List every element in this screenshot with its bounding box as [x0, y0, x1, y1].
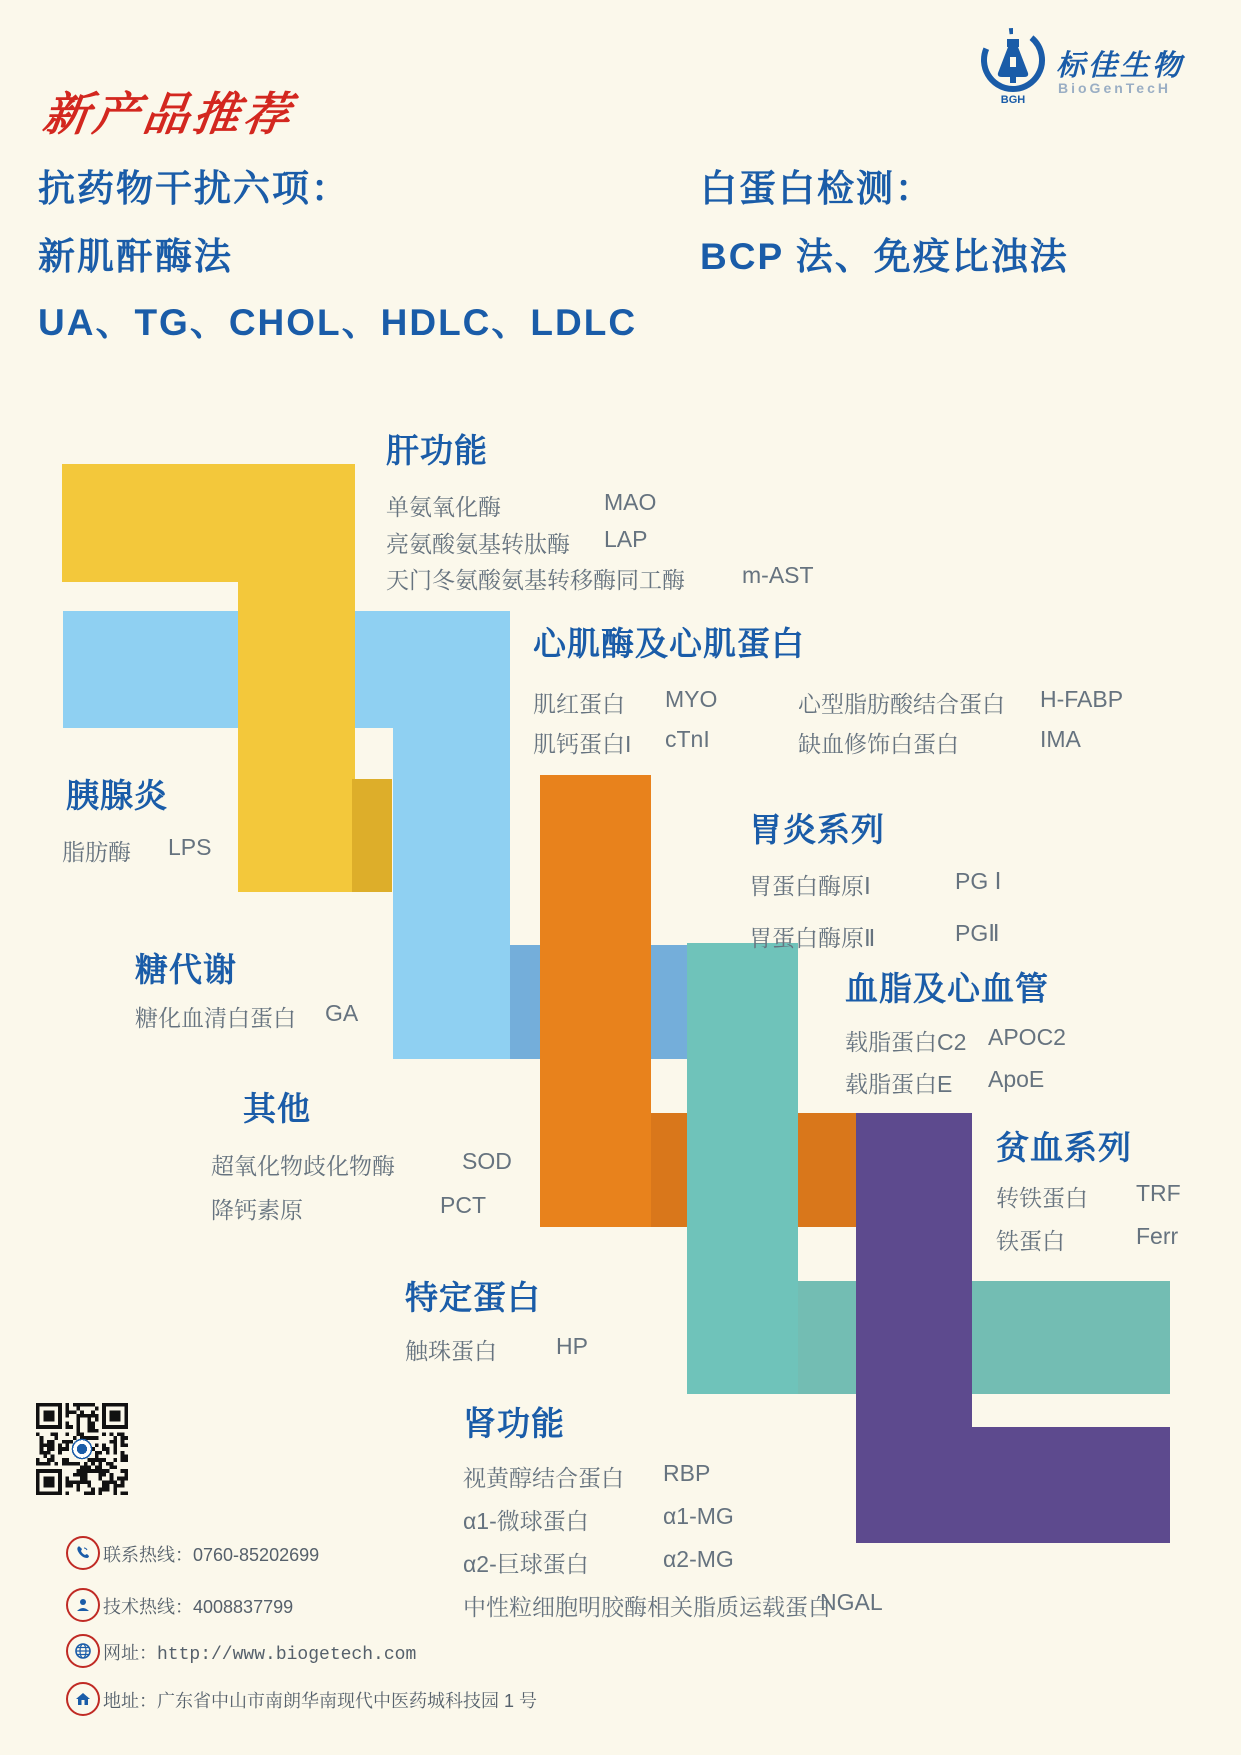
item-name: 肌红蛋白 [533, 691, 625, 717]
section-gastritis-title: 胃炎系列 [749, 811, 885, 848]
person-icon [66, 1588, 100, 1622]
item-code: α2-MG [663, 1546, 734, 1572]
block-purple-foot [972, 1427, 1170, 1543]
item-name: 糖化血清白蛋白 [135, 1005, 296, 1031]
item-name: 脂肪酶 [62, 839, 131, 865]
item-name: 降钙素原 [211, 1197, 303, 1223]
header-left-line-1: 抗药物干扰六项： [38, 168, 350, 209]
section-specific-title: 特定蛋白 [405, 1279, 541, 1316]
item-code: cTnI [665, 726, 710, 752]
item-code: HP [556, 1333, 588, 1359]
contact-row [103, 1541, 319, 1567]
item-code: LPS [168, 834, 212, 860]
block-yellow-leg [238, 582, 355, 892]
contact-value: 0760-85202699 [193, 1545, 320, 1565]
item-name: α2-巨球蛋白 [463, 1551, 589, 1577]
logo-name-en: BioGenTecH [1058, 80, 1171, 96]
header-right-line-1: 白蛋白检测： [700, 168, 934, 209]
contact-value: 4008837799 [193, 1597, 294, 1617]
item-code: MAO [604, 489, 657, 515]
item-name: 中性粒细胞明胶酶相关脂质运载蛋白 [463, 1594, 831, 1620]
item-name: 视黄醇结合蛋白 [463, 1465, 624, 1491]
contact-row [103, 1593, 293, 1619]
header-left-line-2: 新肌酐酶法 [38, 236, 233, 277]
item-code: GA [325, 1000, 359, 1026]
block-teal-band [798, 1281, 1170, 1394]
item-code: MYO [665, 686, 718, 712]
header-left-line-3: UA、TG、CHOL、HDLC、LDLC [38, 302, 638, 343]
item-code: H-FABP [1040, 686, 1124, 712]
section-other-title: 其他 [243, 1090, 311, 1127]
item-code: PG Ⅰ [955, 868, 1002, 894]
block-teal-column [687, 943, 798, 1394]
contact-label: 网址： [103, 1643, 157, 1663]
item-name: 转铁蛋白 [996, 1185, 1088, 1211]
home-icon [66, 1682, 100, 1716]
item-name: 心型脂肪酸结合蛋白 [798, 691, 1005, 717]
company-logo [980, 25, 1210, 120]
section-glyco-title: 糖代谢 [135, 951, 237, 988]
item-name: 铁蛋白 [996, 1228, 1065, 1254]
item-code: PGⅡ [955, 920, 1000, 946]
contact-row [103, 1687, 537, 1713]
item-code: SOD [462, 1148, 512, 1174]
item-name: 天门冬氨酸氨基转移酶同工酶 [386, 567, 685, 593]
item-code: APOC2 [988, 1024, 1066, 1050]
item-name: 肌钙蛋白I [533, 731, 632, 757]
item-name: 载脂蛋白C2 [845, 1029, 967, 1055]
contact-label: 地址： [103, 1691, 157, 1711]
item-code: LAP [604, 526, 648, 552]
item-name: 单氨氧化酶 [386, 494, 501, 520]
flask-logo-icon [980, 27, 1046, 119]
section-anemia-title: 贫血系列 [996, 1129, 1132, 1166]
item-code: m-AST [742, 562, 814, 588]
item-code: PCT [440, 1192, 486, 1218]
block-yellow-bar [62, 464, 355, 582]
item-name: 超氧化物歧化物酶 [211, 1153, 395, 1179]
contact-value: http://www.biogetech.com [157, 1645, 417, 1665]
header-right-line-2: BCP 法、免疫比浊法 [700, 236, 1069, 277]
block-gold [352, 779, 392, 892]
item-code: RBP [663, 1460, 711, 1486]
item-code: TRF [1136, 1180, 1181, 1206]
item-name: 缺血修饰白蛋白 [798, 731, 959, 757]
item-name: 胃蛋白酶原Ⅱ [749, 925, 876, 951]
logo-circle-text: BGH [1000, 94, 1026, 106]
contact-label: 技术热线： [103, 1597, 193, 1617]
qr-code [36, 1403, 128, 1495]
item-code: α1-MG [663, 1503, 734, 1529]
item-name: 触珠蛋白 [405, 1338, 497, 1364]
item-code: Ferr [1136, 1223, 1179, 1249]
item-code: IMA [1040, 726, 1081, 752]
section-pancreatitis-title: 胰腺炎 [66, 777, 168, 814]
item-name: 载脂蛋白E [845, 1071, 953, 1097]
item-code: NGAL [820, 1589, 883, 1615]
item-code: ApoE [988, 1066, 1045, 1092]
contact-row [103, 1639, 416, 1665]
block-purple-column [856, 1113, 972, 1543]
section-cardiac-title: 心肌酶及心肌蛋白 [533, 625, 805, 662]
contact-value: 广东省中山市南朗华南现代中医药城科技园 1 号 [157, 1691, 538, 1711]
block-lightblue-column [393, 611, 510, 1059]
section-liver-title: 肝功能 [386, 432, 488, 469]
item-name: α1-微球蛋白 [463, 1508, 589, 1534]
section-lipid-title: 血脂及心血管 [845, 970, 1049, 1007]
logo-name-cn: 标佳生物 [1056, 50, 1185, 82]
globe-icon [66, 1634, 100, 1668]
item-name: 亮氨酸氨基转肽酶 [386, 531, 570, 557]
section-kidney-title: 肾功能 [463, 1405, 565, 1442]
block-orange-column [540, 775, 651, 1227]
contact-label: 联系热线： [103, 1545, 193, 1565]
item-name: 胃蛋白酶原Ⅰ [749, 873, 871, 899]
phone-icon [66, 1536, 100, 1570]
page-title: 新产品推荐 [39, 88, 298, 140]
